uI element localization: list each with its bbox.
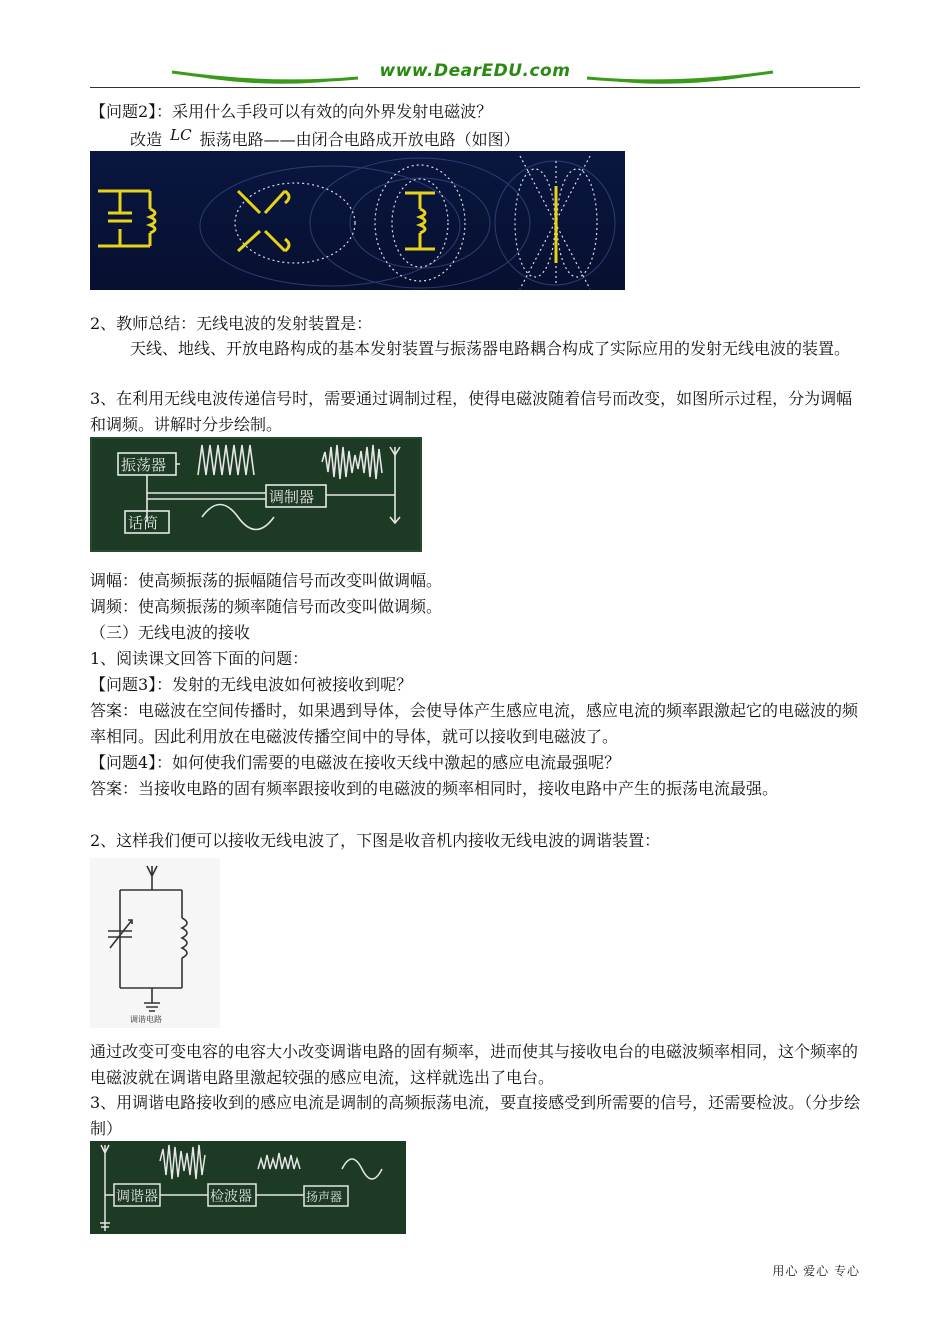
question-2: 【问题2】：采用什么手段可以有效的向外界发射电磁波？: [90, 102, 493, 121]
am-definition: 调幅：使高频振荡的振幅随信号而改变叫做调幅。: [90, 571, 443, 590]
tuning-caption: 调谐电路: [130, 1015, 162, 1024]
detector-label: 检波器: [210, 1189, 252, 1205]
right-swoosh-icon: [585, 66, 775, 86]
improve-suffix: 振荡电路——由闭合电路成开放电路（如图）: [199, 130, 520, 149]
speaker-label: 扬声器: [306, 1190, 343, 1204]
modulation-figure: [90, 437, 422, 552]
teacher-summary: 2、教师总结：无线电波的发射装置是：: [90, 314, 373, 333]
answer-4: 答案：当接收电路的固有频率跟接收到的电磁波的频率相同时，接收电路中产生的振荡电流最强。: [90, 779, 779, 798]
section-3-heading: （三）无线电波的接收: [90, 623, 251, 642]
tuning-intro: 2、这样我们便可以接收无线电波了，下图是收音机内接收无线电波的调谐装置：: [90, 831, 661, 850]
modulator-label: 调制器: [269, 488, 315, 506]
question-4: 【问题4】：如何使我们需要的电磁波在接收天线中激起的感应电流最强呢？: [90, 753, 621, 772]
page-footer: 用心 爱心 专心: [772, 1264, 860, 1278]
oscillator-label: 振荡器: [121, 456, 167, 474]
open-circuit-figure: [90, 151, 625, 290]
microphone-label: 话筒: [128, 514, 159, 532]
answer-3: 答案：电磁波在空间传播时，如果遇到导体，会使导体产生感应电流，感应电流的频率跟激起它的电磁波的频率相同。因此利用放在电磁波传播空间中的导体，就可以接收到电磁波了。: [90, 701, 859, 746]
antenna-text: 天线、地线、开放电路构成的基本发射装置与振荡器电路耦合构成了实际应用的发射无线电波的装置。: [130, 339, 851, 358]
improve-prefix: 改造: [130, 130, 163, 149]
question-3: 【问题3】：发射的无线电波如何被接收到呢？: [90, 675, 413, 694]
receiver-figure: [90, 1141, 406, 1234]
page-header: [90, 60, 860, 90]
tuning-explanation: 通过改变可变电容的电容大小改变调谐电路的固有频率，进而使其与接收电台的电磁波频率相同，这个频率的电磁波就在调谐电路里激起较强的感应电流，这样就选出了电台。: [90, 1042, 859, 1087]
site-logo[interactable]: www.DearEDU.com: [379, 61, 571, 81]
left-swoosh-icon: [170, 66, 360, 86]
header-rule: [90, 87, 860, 88]
modulation-text: 3、在利用无线电波传递信号时，需要通过调制过程，使得电磁波随着信号而改变，如图所示过程，分为调幅和调频。讲解时分步绘制。: [90, 389, 853, 434]
tuner-label: 调谐器: [116, 1189, 158, 1205]
read-instruction: 1、阅读课文回答下面的问题：: [90, 649, 309, 668]
improve-lc-line: [130, 127, 902, 153]
fm-definition: 调频：使高频振荡的频率随信号而改变叫做调频。: [90, 597, 443, 616]
tuning-circuit-figure: [90, 858, 220, 1028]
lc-symbol: LC: [170, 126, 192, 144]
detection-text: 3、用调谐电路接收到的感应电流是调制的高频振荡电流，要直接感受到所需要的信号，还需要检波。（分步绘制）: [90, 1093, 861, 1138]
